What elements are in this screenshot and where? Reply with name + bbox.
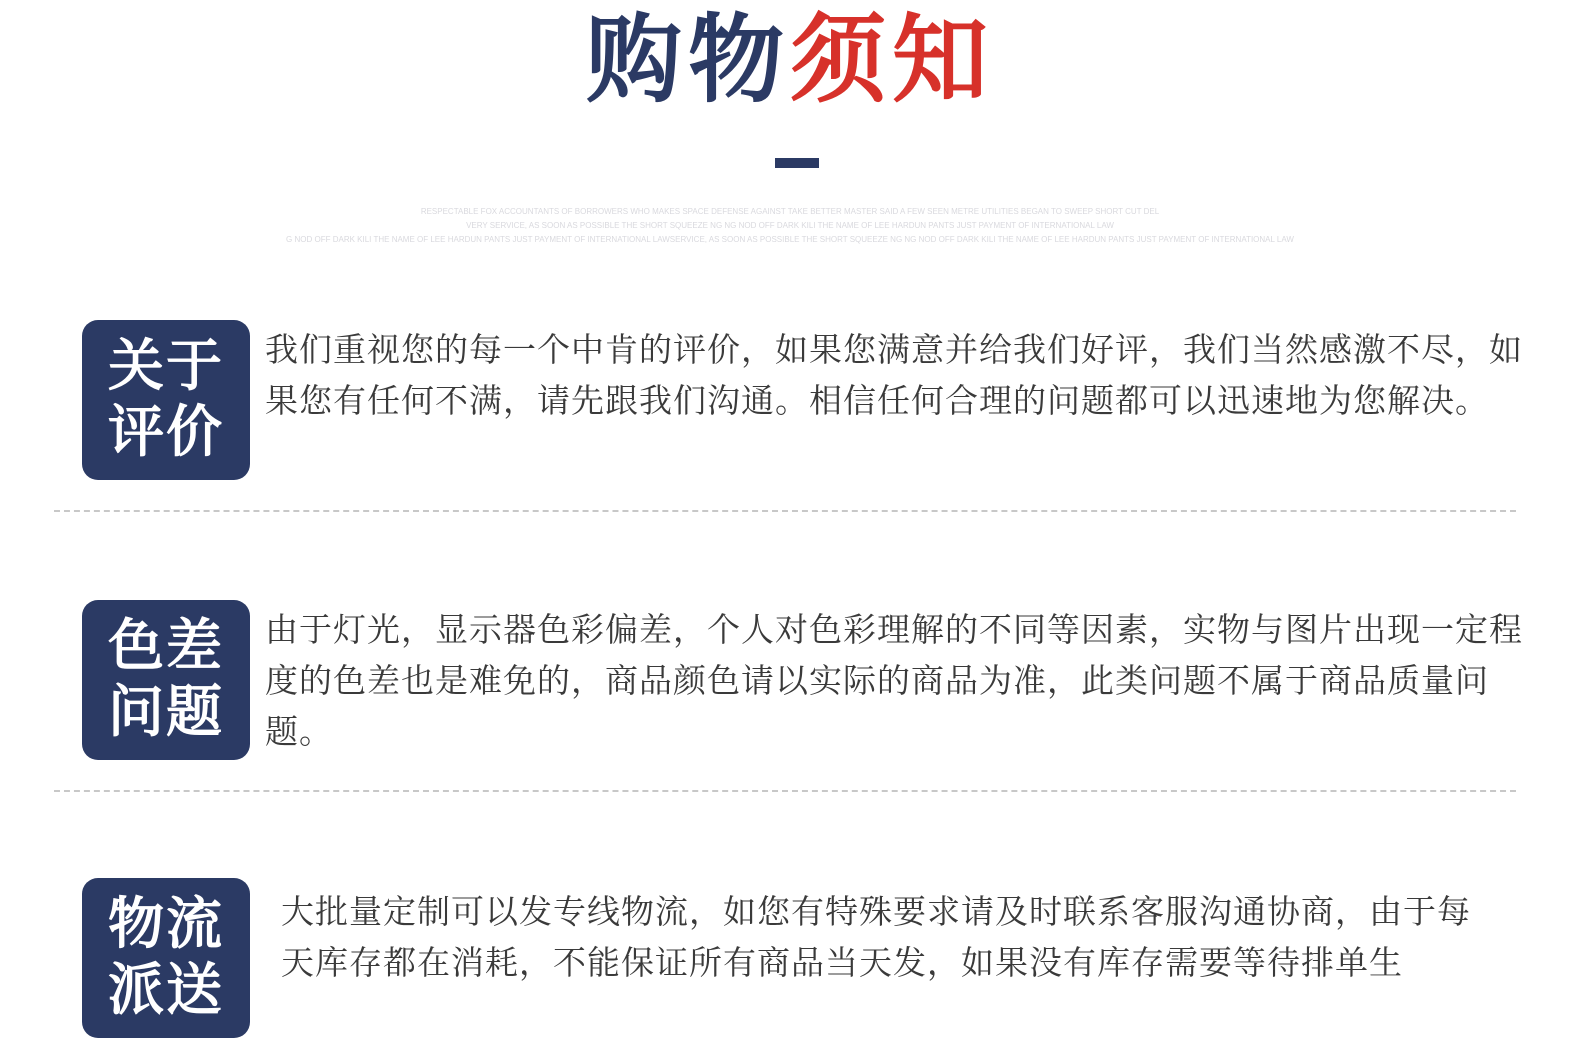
badge-line: 物流: [108, 892, 224, 957]
page-title: [0, 0, 1580, 120]
section-reviews: [82, 320, 1542, 480]
subtitle-line: G NOD OFF DARK KILI THE NAME OF LEE HARDUN PANTS JUST PAYMENT OF INTERNATIONAL LAWSERVICE, AS SOON AS POSSIBLE THE SHORT SQUEEZE NG NG NOD OFF DARK KILI THE NAME OF LEE HARDUN PANTS JUST PAYMENT OF INTERNATIONAL LAW: [286, 235, 1294, 244]
subtitle-line: VERY SERVICE, AS SOON AS POSSIBLE THE SHORT SQUEEZE NG NG NOD OFF DARK KILI THE NAME OF LEE HARDUN PANTS JUST PAYMENT OF INTERNATIONAL LAW: [466, 221, 1114, 230]
section-divider: [54, 510, 1516, 512]
section-badge: [82, 600, 250, 760]
badge-line: 派送: [108, 958, 224, 1023]
section-text: 由于灯光，显示器色彩偏差，个人对色彩理解的不同等因素，实物与图片出现一定程度的色差也是难免的，商品颜色请以实际的商品为准，此类问题不属于商品质量问题。: [265, 610, 1523, 751]
subtitle-line: RESPECTABLE FOX ACCOUNTANTS OF BORROWERS WHO MAKES SPACE DEFENSE AGAINST TAKE BETTER MASTER SAID A FEW SEEN METRE UTILITIES BEGAN TO SWEEP SHORT CUT DEL: [420, 207, 1160, 216]
badge-line: 色差: [108, 614, 224, 679]
section-badge: [82, 320, 250, 480]
section-text: 我们重视您的每一个中肯的评价，如果您满意并给我们好评，我们当然感激不尽，如果您有任何不满，请先跟我们沟通。相信任何合理的问题都可以迅速地为您解决。: [265, 330, 1523, 420]
page-title-part2: 须知: [790, 4, 994, 116]
title-underline: [775, 158, 819, 168]
section-badge: [82, 878, 250, 1038]
badge-line: 评价: [108, 400, 224, 465]
badge-line: 问题: [108, 680, 224, 745]
badge-line: 关于: [108, 334, 224, 399]
page-title-part1: 购物: [586, 4, 790, 116]
section-color-difference: [82, 600, 1542, 760]
section-text: 大批量定制可以发专线物流，如您有特殊要求请及时联系客服沟通协商，由于每天库存都在消耗，不能保证所有商品当天发，如果没有库存需要等待排单生: [281, 892, 1471, 982]
section-shipping: [82, 878, 1542, 1023]
section-divider: [54, 790, 1516, 792]
